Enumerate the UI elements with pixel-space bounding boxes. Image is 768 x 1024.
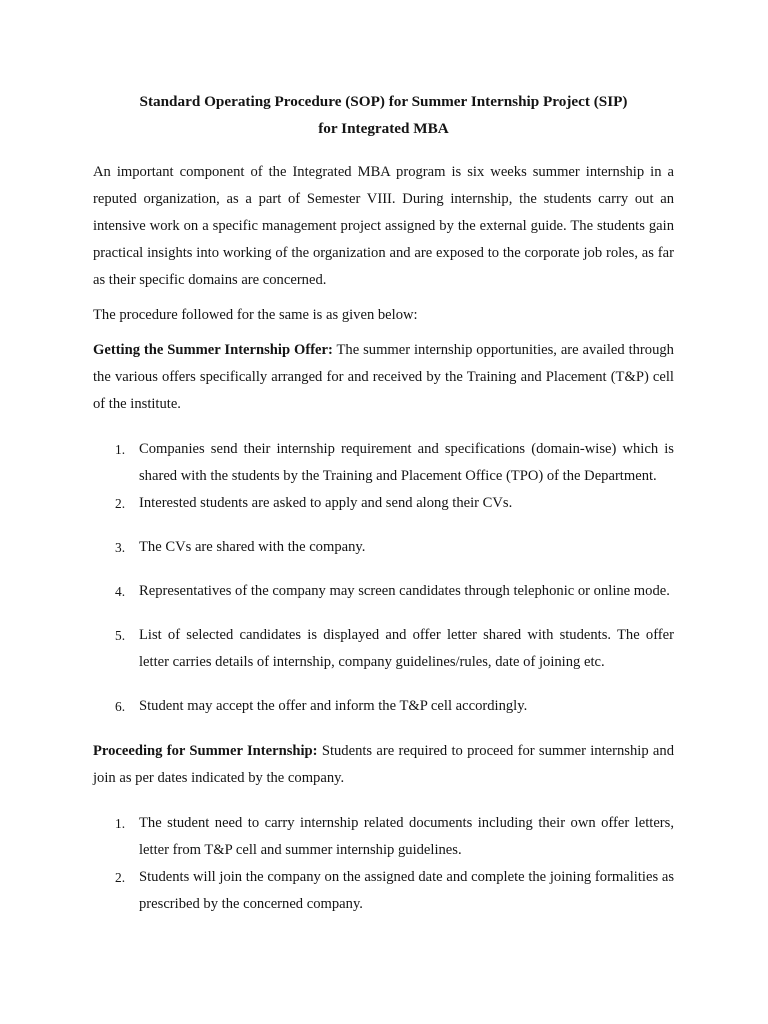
list-item <box>93 622 674 676</box>
section-offer-paragraph <box>93 337 674 418</box>
section-proceeding-text: Students are required to proceed for summer internship and join as per dates indicated by the company. <box>93 743 674 786</box>
list-item-number: 6. <box>115 699 126 714</box>
list-item-text: The CVs are shared with the company. <box>139 539 366 555</box>
offer-steps-list <box>93 436 674 720</box>
list-item-text: Representatives of the company may screen candidates through telephonic or online mode. <box>139 583 670 599</box>
list-item-text: Interested students are asked to apply and send along their CVs. <box>139 495 513 511</box>
list-item-text: List of selected candidates is displayed and offer letter shared with students. The offer letter carries details of internship, company guidelines/rules, date of joining etc. <box>139 627 674 670</box>
list-item <box>93 693 674 720</box>
intro-paragraph: An important component of the Integrated MBA program is six weeks summer internship in a reputed organization, as a part of Semester VIII. During internship, the students carry out an intensive work on a specific management project assigned by the external guide. The students gain practical insights into working of the organization and are exposed to the corporate job roles, as far as their specific domains are concerned. <box>93 164 674 288</box>
list-item-number: 2. <box>115 496 126 511</box>
list-item <box>93 534 674 561</box>
list-item-number: 3. <box>115 540 126 555</box>
title-line-1: Standard Operating Procedure (SOP) for Summer Internship Project (SIP) <box>139 93 628 110</box>
list-item <box>93 490 674 517</box>
list-item-number: 2. <box>115 870 126 885</box>
list-item <box>93 578 674 605</box>
section-offer-heading: Getting the Summer Internship Offer: <box>93 342 333 358</box>
list-item-number: 1. <box>115 816 126 831</box>
list-item <box>93 436 674 490</box>
title-line-2: for Integrated MBA <box>318 120 449 137</box>
proceeding-steps-list <box>93 810 674 918</box>
section-offer-text: The summer internship opportunities, are availed through the various offers specifically arranged for and received by the Training and Placement (T&P) cell of the institute. <box>93 342 674 412</box>
procedure-intro: The procedure followed for the same is as given below: <box>93 307 418 323</box>
list-item-text: Companies send their internship requirement and specifications (domain-wise) which is shared with the students by the Training and Placement Office (TPO) of the Department. <box>139 441 674 484</box>
list-item-text: The student need to carry internship related documents including their own offer letters, letter from T&P cell and summer internship guidelines. <box>139 815 674 858</box>
document-title <box>93 88 674 142</box>
list-item <box>93 864 674 918</box>
document-page <box>93 88 674 918</box>
section-proceeding-paragraph <box>93 738 674 792</box>
list-item-number: 5. <box>115 628 126 643</box>
list-item-number: 4. <box>115 584 126 599</box>
section-proceeding-heading: Proceeding for Summer Internship: <box>93 743 318 759</box>
list-item-text: Student may accept the offer and inform the T&P cell accordingly. <box>139 698 528 714</box>
list-item <box>93 810 674 864</box>
list-item-text: Students will join the company on the assigned date and complete the joining formalities as prescribed by the concerned company. <box>139 869 674 912</box>
list-item-number: 1. <box>115 442 126 457</box>
